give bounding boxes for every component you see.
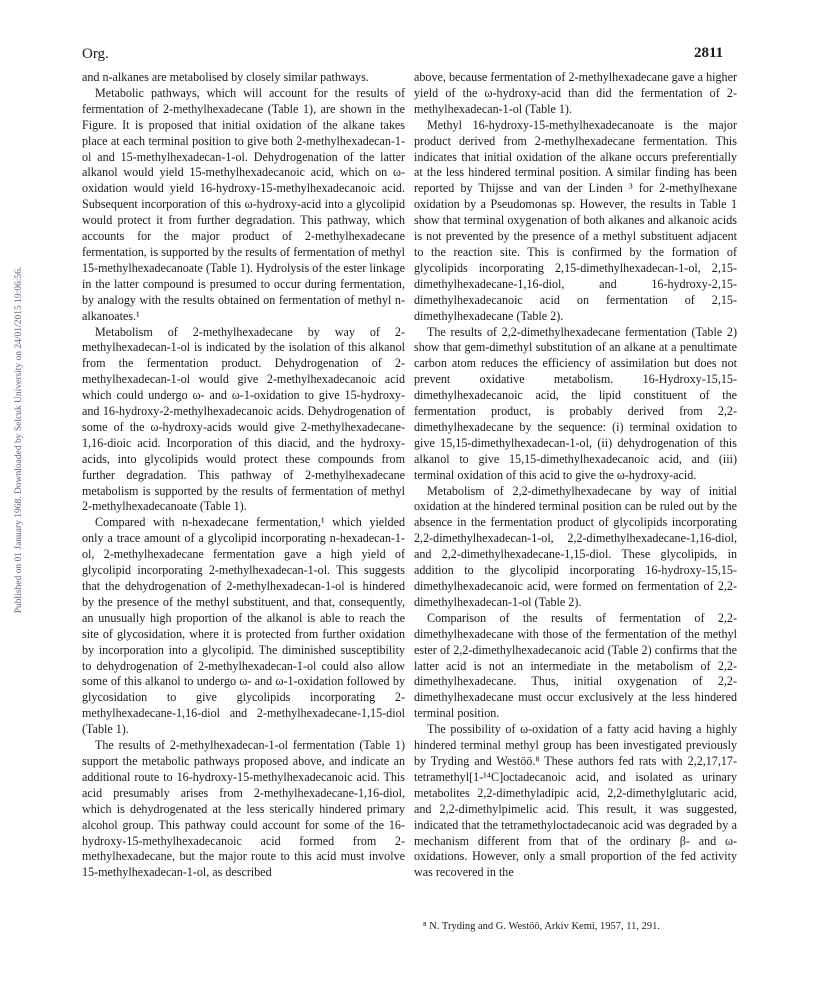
paragraph: Metabolism of 2-methylhexadecane by way of 2-methylhexadecan-1-ol is indicated by the isolation of this alkanol from the fermentation product. Dehydrogenation of 2-methylhexadecan-1-ol would give 2-methylhexadecanoic acid which could undergo ω- and ω-1-oxidation to give 15-hydroxy- and 16-hydroxy-2-methylhexadecanoic acids. Dehydrogenation of some of the ω-hydroxy-acids would give 2-methylhexadecane-1,16-dioic acid. Incorporation of this diacid, and the hydroxy-acids, into glycolipids would protect these compounds from further degradation. This pathway of 2-methylhexadecane metabolism is supported by the results of fermentation of methyl 2-methylhexadecanoate (Table 1). bbox=[82, 324, 405, 514]
download-watermark-text: Published on 01 January 1968. Downloaded by Selcuk University on 24/01/2015 19:06:56. bbox=[14, 266, 24, 614]
paragraph: Methyl 16-hydroxy-15-methylhexadecanoate is the major product derived from 2-methylhexadecane fermentation. This indicates that initial oxidation of the alkane occurs preferentially at the less hindered terminal position. A similar finding has been reported by Thijsse and van der Linden ³ for 2-methylhexane oxidation by a Pseudomonas sp. However, the results in Table 1 show that terminal oxygenation of both alkanes and alkanoic acids is not prevented by the presence of a methyl substituent adjacent to the reaction site. This is confirmed by the formation of glycolipids incorporating 2,15-dimethylhexadecan-1-ol, 2,15-dimethylhexadecane-1,16-diol, and 16-hydroxy-2,15-dimethylhexadecanoic acid on fermentation of 2,15-dimethylhexadecane (Table 2). bbox=[414, 117, 737, 323]
footnote: ⁸ N. Tryding and G. Westöö, Arkiv Kemi, 1957, 11, 291. bbox=[423, 921, 661, 932]
paragraph: above, because fermentation of 2-methylhexadecane gave a higher yield of the ω-hydroxy-acid than did the fermentation of 2-methylhexadecan-1-ol (Table 1). bbox=[414, 70, 737, 116]
paragraph: Metabolic pathways, which will account for the results of fermentation of 2-methylhexadecane (Table 1), are shown in the Figure. It is proposed that initial oxidation of the alkane takes place at each terminal position to give both 2-methylhexadecan-1-ol and 15-methylhexadecan-1-ol. Dehydrogenation of the latter alkanol would yield 15-methylhexadecanoic acid, which on ω-oxidation would yield 16-hydroxy-15-methylhexadecanoic acid. Subsequent incorporation of this ω-hydroxy-acid into a glycolipid would protect it from further degradation. This pathway, which accounts for the major product of 2-methylhexadecane fermentation, is supported by the results of fermentation of methyl 15-methylhexadecanoate (Table 1). Hydrolysis of the ester linkage in the latter compound is presumed to occur during fermentation, by analogy with the results obtained on fermentation of methyl n-alkanoates.¹ bbox=[82, 85, 405, 323]
paragraph: The possibility of ω-oxidation of a fatty acid having a highly hindered terminal methyl group has been investigated previously by Tryding and Westöö.⁸ These authors fed rats with 2,2,17,17-tetramethyl[1-¹⁴C]octadecanoic acid, and isolated as urinary metabolites 2,2-dimethyladipic acid, 2,2-dimethylglutaric acid, and 2,2-dimethylpimelic acid. This result, it was suggested, indicated that the tetramethyloctadecanoic acid was degraded by a mechanism different from that of the ordinary β- and ω-oxidations. However, only a small proportion of the fed activity was recovered in the bbox=[414, 722, 737, 880]
page-number: 2811 bbox=[694, 45, 724, 61]
right-column bbox=[414, 70, 737, 881]
paragraph: Metabolism of 2,2-dimethylhexadecane by way of initial oxidation at the hindered terminal position can be ruled out by the absence in the fermentation product of glycolipids incorporating 2,2-dimethylhexadecan-1-ol, 2,2-dimethylhexadecane-1,16-diol, and 2,2-dimethylhexadecane-1,15-diol. These glycolipids, in addition to the glycolipid incorporating 16-hydroxy-15,15-dimethylhexadecanoic acid, were formed on fermentation of 2,2-dimethylhexadecan-1-ol (Table 2). bbox=[414, 483, 737, 609]
paragraph: and n-alkanes are metabolised by closely similar pathways. bbox=[82, 70, 369, 84]
paragraph: Compared with n-hexadecane fermentation,¹ which yielded only a trace amount of a glycolipid incorporating n-hexadecan-1-ol, 2-methylhexadecane fermentation gave a high yield of glycolipid incorporating 2-methylhexadecan-1-ol. This suggests that the dehydrogenation of 2-methylhexadecan-1-ol is hindered by the presence of the methyl substituent, and that, consequently, an unusually high proportion of the alkanol is able to reach the site of glycosidation, where it is protected from further oxidation by incorporation into a glycolipid. The diminished susceptibility to dehydrogenation of 2-methylhexadecan-1-ol could also allow some of this alkanol to undergo ω- and ω-1-oxidation followed by glycosidation to give glycolipids incorporating 2-methylhexadecane-1,16-diol and 2-methylhexadecane-1,15-diol (Table 1). bbox=[82, 515, 405, 737]
left-column bbox=[82, 70, 405, 881]
paragraph: Comparison of the results of fermentation of 2,2-dimethylhexadecane with those of the fermentation of the methyl ester of 2,2-dimethylhexadecanoic acid (Table 2) confirms that the latter acid is not an intermediate in the metabolism of 2,2-dimethylhexadecane. Thus, initial oxygenation of 2,2-dimethylhexadecane must occur exclusively at the less hindered terminal position. bbox=[414, 610, 737, 721]
paragraph: The results of 2,2-dimethylhexadecane fermentation (Table 2) show that gem-dimethyl substitution of an alkane at a penultimate carbon atom reduces the efficiency of assimilation but does not prevent oxidative metabolism. 16-Hydroxy-15,15-dimethylhexadecanoic acid, the lipid constituent of the fermentation product, is probably derived from 2,2-dimethylhexadecane by the sequence: (i) terminal oxidation to give 15,15-dimethylhexadecan-1-ol, (ii) dehydrogenation of this alkanol to give 15,15-dimethylhexadecanoic acid, and (iii) terminal oxidation of this acid to give the ω-hydroxy-acid. bbox=[414, 324, 737, 482]
download-watermark bbox=[10, 160, 28, 720]
paragraph: The results of 2-methylhexadecan-1-ol fermentation (Table 1) support the metabolic pathways proposed above, and indicate an additional route to 16-hydroxy-15-methylhexadecanoic acid. This acid presumably arises from 2-methylhexadecane-1,16-diol, which is dehydrogenated at the less sterically hindered primary alcohol group. This pathway could account for some of the 16-hydroxy-15-methylhexadecanoic acid formed from 2-methylhexadecane, but the major route to this acid must involve 15-methylhexadecan-1-ol, as described bbox=[82, 738, 405, 880]
journal-section-label: Org. bbox=[82, 46, 109, 62]
